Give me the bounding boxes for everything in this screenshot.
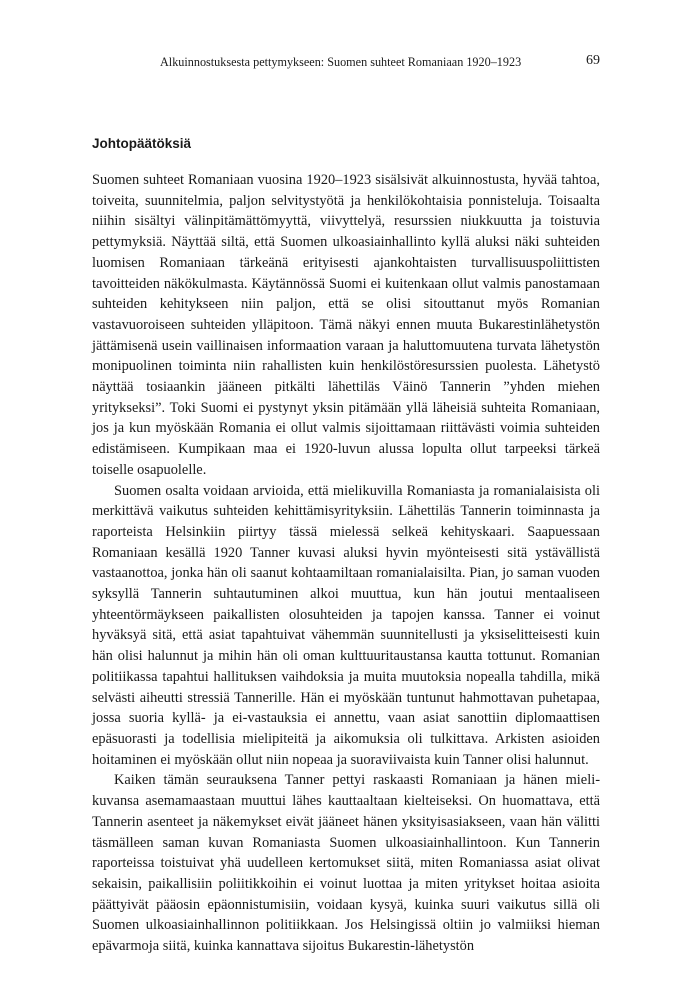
paragraph-3: Kaiken tämän seurauksena Tanner pettyi raskaasti Romaniaan ja hänen mielikuvansa asemamaastaan muuttui lähes kauttaaltaan kielteiseksi. On huomattava, että Tannerin asenteet ja näkemykset eivät jääneet hänen yksityisasiakseen, vaan hän välitti täsmälleen saman kuvan Romaniasta Suomen ulkoasiainhallintoon. Kun Tannerin raporteissa toistuivat yhä uudelleen kertomukset siitä, miten Romaniassa asiat olivat sekaisin, paikallisiin poliitikkoihin ei voinut luottaa ja miten yritykset hoitaa asioita päättyivät pääosin epäonnistumisiin, voidaan kysyä, kuinka suuri vaikutus sillä oli Suomen ulkoasiainhallinnon politiikkaan. Jos Helsingissä oltiin jo valmiiksi hieman epävarmoja siitä, kuinka kannattava sijoitus Bukarestin-lähetystön bbox=[92, 772, 600, 955]
section-heading: Johtopäätöksiä bbox=[92, 136, 192, 151]
paragraph-1: Suomen suhteet Romaniaan vuosina 1920–1923 sisälsivät alkuinnostusta, hyvää tahtoa, toiveita, suunnitelmia, paljon selvitystyötä ja henkilökohtaisia ponnisteluja. Toisaalta niihin sisältyi välinpitämättömyyttä, viivyttelyä, resurssien niukkuutta ja toistuvia pettymyksiä. Näyttää siltä, että Suomen ulkoasiainhallinto kyllä aluksi näki suhteiden luomisen Romaniaan tärkeänä erityisesti ajankohtaisten turvallisuuspoliittisten tavoitteiden näkökulmasta. Käytännössä Suomi ei kuitenkaan ollut valmis panostamaan suhteiden kehitykseen niin paljon, että se olisi sitouttanut myös Romanian vastavuoroiseen suhteiden ylläpitoon. Tämä näkyi ennen muuta Bukarestinlähetystön jättämisenä usein vaillinaisen informaation varaan ja haluttomuutena turvata lähetystön monipuolinen toiminta niin rahallisten kuin henkilöstöresurssien puolesta. Lähetystö näyttää tosiaankin jääneen pitkälti lähettiläs Väinö Tannerin ”yhden miehen yritykseksi”. Toki Suomi ei pystynyt yksin pitämään yllä läheisiä suhteita Romaniaan, jos ja kun myöskään Romania ei ollut valmis sijoittamaan riittävästi voimia suhteiden edistämiseen. Kumpikaan maa ei 1920-luvun alussa lopulta ollut tarpeeksi tärkeä toiselle osapuolelle. bbox=[92, 172, 600, 478]
running-title: Alkuinnostuksesta pettymykseen: Suomen suhteet Romaniaan 1920–1923 bbox=[160, 55, 522, 69]
body-text bbox=[92, 170, 600, 957]
running-head bbox=[160, 54, 600, 70]
paragraph-2: Suomen osalta voidaan arvioida, että mielikuvilla Romaniasta ja romanialaisista oli merkittävä vaikutus suhteiden kehittämisyrityksiin. Lähettiläs Tannerin toiminnasta ja raporteista Helsinkiin piirtyy tässä mielessä selkeä kehityskaari. Saapuessaan Romaniaan kesällä 1920 Tanner kuvasi aluksi hyvin myönteisesti sitä ystävällistä vastaanottoa, jonka hän oli saanut kohtaamiltaan romanialaisilta. Pian, jo saman vuoden syksyllä Tannerin suhtautuminen alkoi muuttua, kun hän joutui mentaaliseen yhteentörmäykseen paikallisten olosuhteiden ja tapojen kanssa. Tanner ei voinut hyväksyä sitä, että asiat tapahtuivat vähemmän suunnitellusti ja yksiselitteisesti kuin hän olisi halunnut ja mihin hän oli oman kulttuuritaustansa kautta tottunut. Romanian politiikassa tapahtui hallituksen vaihdoksia ja muita muutoksia nopealla tahdilla, mikä selvästi aiheutti stressiä Tannerille. Hän ei myöskään tuntunut hahmottavan puhetapaa, jossa suoria kyllä- ja ei-vastauksia ei annettu, vaan asiat sanottiin diplomaattisen epäsuorasti ja todellisia mielipiteitä ja aikomuksia oli tulkittava. Arkisten asioiden hoitaminen ei myöskään ollut niin nopeaa ja suoraviivaista kuin Tanner olisi halunnut. bbox=[92, 482, 600, 768]
page-number: 69 bbox=[586, 53, 600, 68]
